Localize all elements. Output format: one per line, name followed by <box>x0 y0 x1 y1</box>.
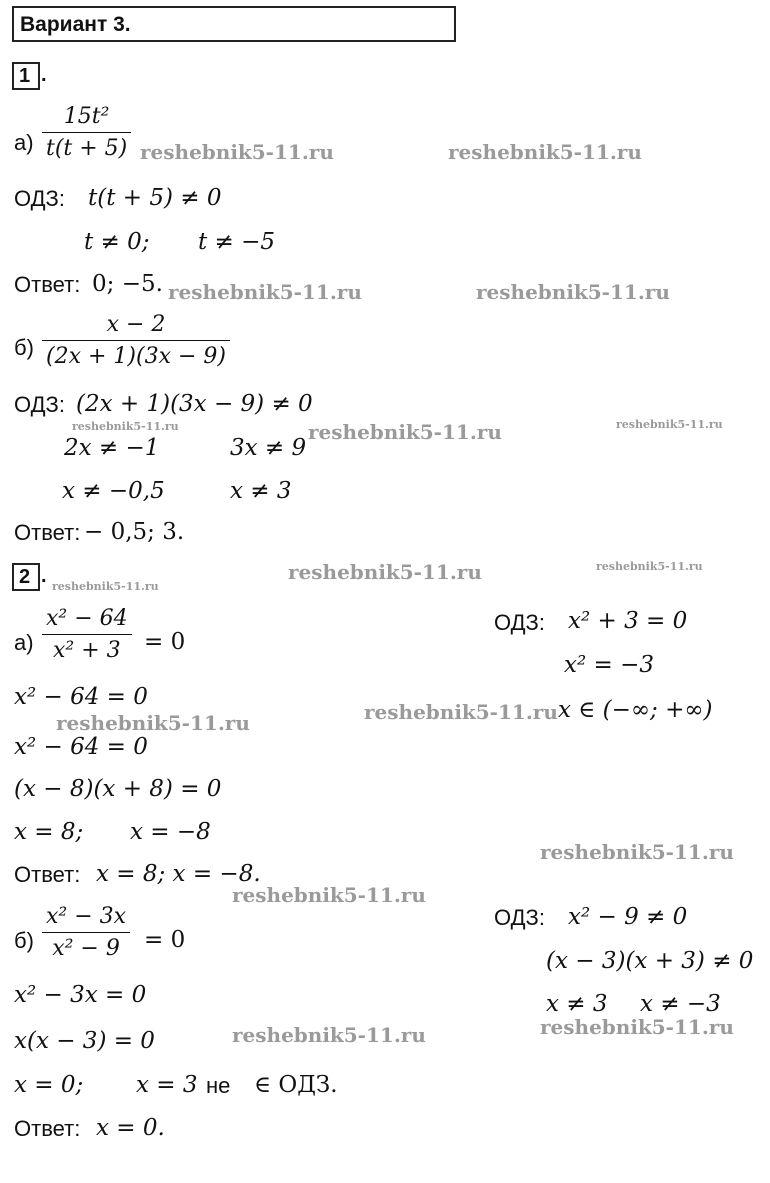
task1b-cond1: 2x ≠ −1 <box>64 435 160 461</box>
task2b-line3d: ∈ ОДЗ. <box>254 1072 338 1098</box>
task1a-label: а) <box>14 130 34 155</box>
task2b-label: б) <box>14 928 34 953</box>
watermark: reshebnik5-11.ru <box>596 560 703 573</box>
task1-number-box <box>12 62 40 90</box>
task2b-line3b: x = 3 <box>136 1072 198 1098</box>
task2b-fraction-bar <box>42 932 130 933</box>
task2a-answer-label: Ответ: <box>14 862 81 887</box>
task2b-numerator: x² − 3x <box>46 904 127 929</box>
task2a-odz-expr: x² + 3 = 0 <box>568 608 688 634</box>
task1b-cond2: 3x ≠ 9 <box>230 435 307 461</box>
variant-header <box>12 6 456 42</box>
task1b-fraction <box>42 312 230 369</box>
task2b-odz-line3a: x ≠ 3 <box>546 991 608 1017</box>
task1a-denominator: t(t + 5) <box>46 136 128 161</box>
watermark: reshebnik5-11.ru <box>476 280 670 304</box>
task2b-odz-label: ОДЗ: <box>494 905 545 930</box>
task2a-line4a: x = 8; <box>14 819 84 845</box>
task1-number: 1 <box>19 65 31 87</box>
watermark: reshebnik5-11.ru <box>308 420 502 444</box>
watermark: reshebnik5-11.ru <box>364 700 558 724</box>
task2-number-dot: . <box>41 565 47 587</box>
task1-number-dot: . <box>41 64 47 86</box>
task2a-line3: (x − 8)(x + 8) = 0 <box>14 776 222 802</box>
watermark: reshebnik5-11.ru <box>168 280 362 304</box>
task1b-cond4: x ≠ 3 <box>230 478 292 504</box>
variant-title: Вариант 3. <box>20 13 131 36</box>
task2b-line3a: x = 0; <box>14 1072 84 1098</box>
task2b-denominator: x² − 9 <box>52 936 120 961</box>
task2b-answer-label: Ответ: <box>14 1116 81 1141</box>
task2a-denominator: x² + 3 <box>52 638 121 663</box>
watermark: reshebnik5-11.ru <box>232 1023 426 1047</box>
task1b-cond3: x ≠ −0,5 <box>62 478 165 504</box>
task1a-cond2: t ≠ −5 <box>198 229 276 255</box>
task2a-odz-line2: x² = −3 <box>564 652 654 678</box>
task1b-fraction-bar <box>42 340 230 341</box>
task2a-line4b: x = −8 <box>130 819 211 845</box>
task2a-odz-label: ОДЗ: <box>494 610 545 635</box>
task1b-label: б) <box>14 335 34 360</box>
watermark: reshebnik5-11.ru <box>140 140 334 164</box>
task1b-odz-label: ОДЗ: <box>14 392 65 417</box>
task1a-odz-label: ОДЗ: <box>14 186 65 211</box>
task2b-line3c: не <box>206 1073 231 1098</box>
task2a-eq-rhs: = 0 <box>144 629 186 655</box>
task2a-fraction-bar <box>42 634 132 635</box>
task1a-numerator: 15t² <box>63 104 110 129</box>
task2a-numerator: x² − 64 <box>46 606 128 631</box>
task2b-odz-expr: x² − 9 ≠ 0 <box>568 904 688 930</box>
task2a-odz-line3: x ∈ (−∞; +∞) <box>558 697 713 723</box>
task1a-answer-label: Ответ: <box>14 272 81 297</box>
task1b-answer-label: Ответ: <box>14 520 81 545</box>
task2b-odz-line3b: x ≠ −3 <box>640 991 721 1017</box>
task1b-numerator: x − 2 <box>106 312 166 337</box>
task2b-line2: x(x − 3) = 0 <box>14 1028 155 1054</box>
task2b-odz-line2: (x − 3)(x + 3) ≠ 0 <box>546 948 754 974</box>
watermark: reshebnik5-11.ru <box>52 580 159 593</box>
task2b-line1: x² − 3x = 0 <box>14 982 147 1008</box>
task2a-line2: x² − 64 = 0 <box>14 734 148 760</box>
watermark: reshebnik5-11.ru <box>288 560 482 584</box>
task1a-answer: 0; −5. <box>92 271 163 297</box>
task2a-line1: x² − 64 = 0 <box>14 684 148 710</box>
task2-number: 2 <box>19 566 31 588</box>
task1b-odz-expr: (2x + 1)(3x − 9) ≠ 0 <box>76 391 313 417</box>
task1a-fraction <box>42 104 131 161</box>
task1b-answer: − 0,5; 3. <box>84 519 185 545</box>
task1b-denominator: (2x + 1)(3x − 9) <box>46 344 226 369</box>
task2b-answer: x = 0. <box>96 1115 165 1141</box>
watermark: reshebnik5-11.ru <box>540 840 734 864</box>
task2a-fraction <box>42 606 132 663</box>
task2a-answer: x = 8; x = −8. <box>96 861 261 887</box>
watermark: reshebnik5-11.ru <box>448 140 642 164</box>
task1a-odz-expr: t(t + 5) ≠ 0 <box>88 185 222 211</box>
task2b-eq-rhs: = 0 <box>144 927 186 953</box>
watermark: reshebnik5-11.ru <box>232 883 426 907</box>
task1a-fraction-bar <box>42 132 131 133</box>
watermark: reshebnik5-11.ru <box>616 418 723 431</box>
task2-number-box <box>12 563 40 591</box>
task2a-label: а) <box>14 630 34 655</box>
watermark: reshebnik5-11.ru <box>56 711 250 735</box>
task2b-fraction <box>42 904 130 961</box>
task1a-cond1: t ≠ 0; <box>84 229 150 255</box>
watermark: reshebnik5-11.ru <box>72 420 179 433</box>
watermark: reshebnik5-11.ru <box>540 1015 734 1039</box>
